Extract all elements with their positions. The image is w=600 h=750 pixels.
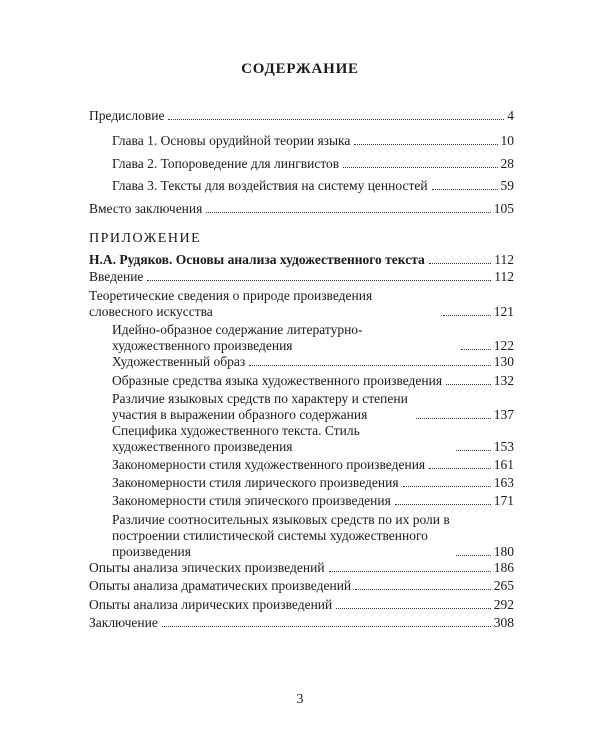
toc-entry-page: 163 bbox=[493, 475, 514, 490]
leader-dots bbox=[416, 418, 491, 419]
toc-entry-text: Опыты анализа лирических произведений bbox=[89, 597, 333, 612]
toc-entry bbox=[112, 156, 514, 172]
toc-entry bbox=[89, 560, 514, 576]
toc-entry-text: Закономерности стиля лирического произведения bbox=[112, 475, 399, 490]
appendix-heading: ПРИЛОЖЕНИЕ bbox=[89, 231, 202, 246]
leader-dots bbox=[336, 608, 490, 609]
toc-entry-page: 105 bbox=[493, 201, 514, 216]
toc-entry-text: Закономерности стиля художественного произведения bbox=[112, 457, 426, 472]
leader-dots bbox=[354, 144, 497, 145]
toc-entry-page: 153 bbox=[493, 439, 514, 454]
toc-entry-page: 292 bbox=[493, 597, 514, 612]
toc-entry-text: Теоретические сведения о природе произведения словесного искусства bbox=[89, 288, 373, 319]
leader-dots bbox=[429, 468, 491, 469]
toc-entry-page: 112 bbox=[494, 269, 514, 284]
toc-entry bbox=[112, 475, 514, 491]
toc-entry-text: Опыты анализа драматических произведений bbox=[89, 578, 352, 593]
toc-entry bbox=[89, 201, 514, 217]
toc-entry-page: 265 bbox=[493, 578, 514, 593]
toc-entry-page: 59 bbox=[500, 178, 514, 193]
toc-entry-text: Специфика художественного текста. Стиль художественного произведения bbox=[112, 423, 360, 454]
leader-dots bbox=[432, 189, 498, 190]
toc-entry-text: Вместо заключения bbox=[89, 201, 203, 216]
page-number: 3 bbox=[296, 692, 304, 707]
toc-entry bbox=[89, 615, 514, 631]
toc-entry-text: Различие соотносительных языковых средств по их роли в построении стилистической системы художественного произведения bbox=[112, 512, 450, 559]
toc-entry bbox=[89, 288, 514, 320]
leader-dots bbox=[168, 119, 504, 120]
toc-entry bbox=[89, 597, 514, 613]
toc-entry-text: Глава 1. Основы орудийной теории языка bbox=[112, 133, 351, 148]
toc-entry bbox=[112, 457, 514, 473]
leader-dots bbox=[456, 555, 491, 556]
leader-dots bbox=[329, 571, 491, 572]
leader-dots bbox=[446, 384, 491, 385]
toc-entry-page: 161 bbox=[493, 457, 514, 472]
toc-entry-page: 10 bbox=[500, 133, 514, 148]
toc-entry-text: Н.А. Рудяков. Основы анализа художественного текста bbox=[89, 252, 425, 267]
toc-entry-page: 180 bbox=[493, 544, 514, 559]
toc-entry-page: 137 bbox=[493, 407, 514, 422]
leader-dots bbox=[429, 263, 491, 264]
toc-entry-page: 132 bbox=[493, 373, 514, 388]
toc-entry bbox=[89, 108, 514, 124]
toc-entry bbox=[112, 391, 514, 423]
toc-entry bbox=[112, 178, 514, 194]
leader-dots bbox=[456, 450, 491, 451]
leader-dots bbox=[162, 626, 491, 627]
toc-entry bbox=[89, 578, 514, 594]
toc-entry-text: Различие языковых средств по характеру и степени участия в выражении образного содержания bbox=[112, 391, 408, 422]
toc-entry bbox=[112, 322, 514, 354]
leader-dots bbox=[206, 212, 490, 213]
leader-dots bbox=[395, 504, 491, 505]
toc-entry bbox=[112, 423, 514, 455]
toc-entry-text: Образные средства языка художественного произведения bbox=[112, 373, 443, 388]
toc-entry-page: 121 bbox=[493, 304, 514, 319]
leader-dots bbox=[343, 167, 497, 168]
toc-entry-text: Предисловие bbox=[89, 108, 165, 123]
toc-entry-text: Художественный образ bbox=[112, 354, 246, 369]
toc-entry bbox=[89, 252, 514, 268]
toc-entry-text: Глава 2. Топороведение для лингвистов bbox=[112, 156, 340, 171]
toc-entry bbox=[112, 493, 514, 509]
toc-entry bbox=[112, 133, 514, 149]
toc-entry-page: 186 bbox=[493, 560, 514, 575]
toc-entry-text: Закономерности стиля эпического произведения bbox=[112, 493, 391, 508]
leader-dots bbox=[461, 349, 491, 350]
toc-entry-text: Введение bbox=[89, 269, 144, 284]
toc-entry-text: Идейно-образное содержание литературно-художественного произведения bbox=[112, 322, 363, 353]
leader-dots bbox=[443, 315, 491, 316]
toc-entry bbox=[112, 354, 514, 370]
toc-entry-page: 171 bbox=[493, 493, 514, 508]
toc-entry-page: 28 bbox=[500, 156, 514, 171]
toc-entry bbox=[89, 269, 514, 285]
leader-dots bbox=[403, 486, 491, 487]
leader-dots bbox=[249, 365, 491, 366]
toc-entry-text: Заключение bbox=[89, 615, 158, 630]
leader-dots bbox=[355, 589, 491, 590]
leader-dots bbox=[147, 280, 491, 281]
toc-entry-page: 130 bbox=[493, 354, 514, 369]
toc-entry bbox=[112, 373, 514, 389]
toc-entry-page: 112 bbox=[494, 252, 514, 267]
toc-entry bbox=[112, 512, 514, 560]
toc-entry-page: 308 bbox=[493, 615, 514, 630]
toc-entry-text: Опыты анализа эпических произведений bbox=[89, 560, 325, 575]
toc-entry-text: Глава 3. Тексты для воздействия на систему ценностей bbox=[112, 178, 428, 193]
toc-entry-page: 122 bbox=[493, 338, 514, 353]
page-title: СОДЕРЖАНИЕ bbox=[241, 61, 359, 77]
toc-entry-page: 4 bbox=[507, 108, 514, 123]
